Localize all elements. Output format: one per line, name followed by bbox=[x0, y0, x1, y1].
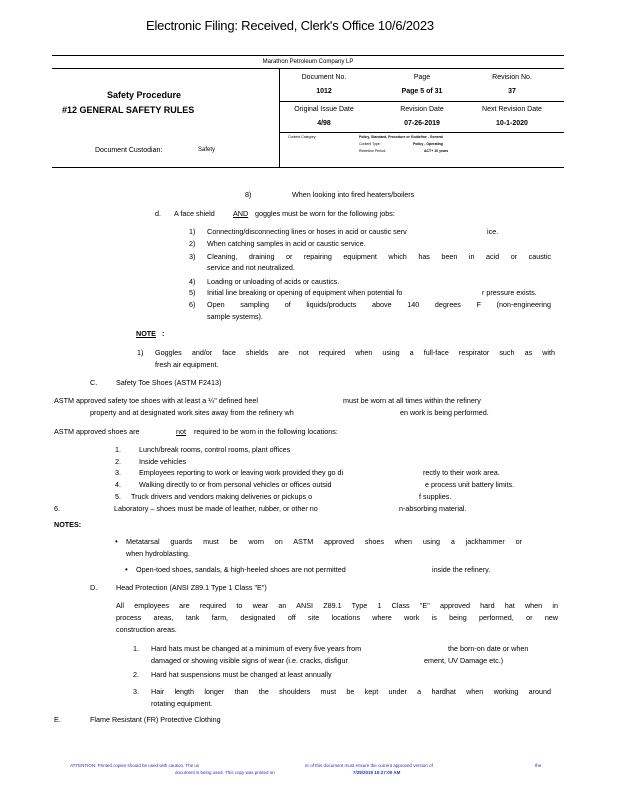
item-num: 8) bbox=[245, 190, 252, 199]
rev-no: 37 bbox=[508, 88, 516, 95]
footer-text: document is being used. This copy was printed on bbox=[175, 770, 275, 775]
procedure-name: #12 GENERAL SAFETY RULES bbox=[62, 105, 195, 115]
retention: ACT+ 10 years bbox=[424, 149, 449, 153]
head-item-tail: the born-on date or when bbox=[448, 644, 529, 653]
job-text: Open sampling of liquids/products above 140 degrees F (non-engineering bbox=[207, 300, 551, 309]
astm-not: not bbox=[176, 427, 186, 436]
location-text: Lunch/break rooms, control rooms, plant offices bbox=[139, 445, 291, 454]
head-item-cont: rotating equipment. bbox=[151, 699, 213, 708]
head-item-cont: damaged or showing visible signs of wear (i.e. cracks, disfigur bbox=[151, 656, 348, 665]
astm-not-pre: ASTM approved shoes are bbox=[54, 427, 140, 436]
head-para-line: process areas, tank farm, designated off site locations where work is being performed, or new bbox=[116, 613, 558, 622]
job-tail: r pressure exists. bbox=[482, 288, 537, 297]
note-text: Goggles and/or face shields are not required when using a full-face respirator such as with bbox=[155, 348, 555, 357]
bullet-icon: • bbox=[125, 565, 128, 574]
location-text: Walking directly to or from personal vehicles or offices outsid bbox=[139, 480, 332, 489]
head-item-text: Hair length longer than the shoulders must be kept under a hardhat when working around bbox=[151, 687, 551, 696]
head-item-num: 2. bbox=[133, 670, 139, 679]
procedure-type: Safety Procedure bbox=[107, 90, 182, 100]
bullet-icon: • bbox=[115, 537, 118, 546]
location-tail: n-absorbing material. bbox=[399, 504, 467, 513]
section-d-post: goggles must be worn for the following jobs: bbox=[255, 209, 395, 218]
job-num: 6) bbox=[189, 300, 196, 309]
location-num: 1. bbox=[115, 445, 121, 454]
head-item-text: Hard hat suspensions must be changed at least annually bbox=[151, 670, 332, 679]
next-rev-label: Next Revision Date bbox=[482, 106, 542, 113]
section-e-title: Flame Resistant (FR) Protective Clothing bbox=[90, 715, 221, 724]
bullet-cont: when hydroblasting. bbox=[126, 549, 190, 558]
footer-text: ATTENTION: Printed copies should be used with caution. The us bbox=[70, 763, 200, 768]
location-text: Truck drivers and vendors making deliveries or pickups o bbox=[131, 492, 313, 501]
location-num: 2. bbox=[115, 457, 121, 466]
section-c-title: Safety Toe Shoes (ASTM F2413) bbox=[116, 378, 222, 387]
note-num: 1) bbox=[137, 348, 144, 357]
doc-no-label: Document No. bbox=[301, 74, 347, 81]
head-item-num: 3. bbox=[133, 687, 139, 696]
astm-text: en work is being performed. bbox=[400, 408, 489, 417]
job-num: 2) bbox=[189, 239, 196, 248]
location-num: 3. bbox=[115, 468, 121, 477]
location-num: 4. bbox=[115, 480, 121, 489]
footer-text: the bbox=[535, 763, 542, 768]
note-colon: : bbox=[162, 329, 165, 338]
notes-label: NOTES: bbox=[54, 520, 82, 529]
astm-not-post: required to be worn in the following locations: bbox=[194, 427, 338, 436]
retention-label: Retention Period: bbox=[359, 149, 387, 153]
job-tail: ice. bbox=[487, 227, 499, 236]
head-para-line: construction areas. bbox=[116, 625, 177, 634]
note-label: NOTE bbox=[136, 329, 156, 338]
location-tail: e process unit battery limits. bbox=[425, 480, 515, 489]
footer-text: er of this document must ensure the current approved version of bbox=[305, 763, 433, 768]
head-item-num: 1. bbox=[133, 644, 139, 653]
job-num: 4) bbox=[189, 277, 196, 286]
content-type: Policy - Operating bbox=[413, 142, 443, 146]
content-type-label: Content Type: bbox=[359, 142, 381, 146]
next-rev: 10-1-2020 bbox=[496, 120, 528, 127]
rev-date-label: Revision Date bbox=[400, 106, 444, 113]
job-text: Cleaning, draining or repairing equipment which has been in acid or caustic bbox=[207, 252, 551, 261]
bullet-tail: inside the refinery. bbox=[432, 565, 491, 574]
job-num: 3) bbox=[189, 252, 196, 261]
location-text: Inside vehicles bbox=[139, 457, 187, 466]
doc-no: 1012 bbox=[316, 88, 332, 95]
job-text: When catching samples in acid or caustic service. bbox=[207, 239, 366, 248]
location-num: 6. bbox=[54, 504, 60, 513]
job-num: 5) bbox=[189, 288, 196, 297]
orig-issue-label: Original Issue Date bbox=[294, 106, 354, 113]
head-item-text: Hard hats must be changed at a minimum of every five years from bbox=[151, 644, 362, 653]
job-text: Loading or unloading of acids or caustics. bbox=[207, 277, 340, 286]
astm-text: ASTM approved safety toe shoes with at least a ¼" defined heel bbox=[54, 396, 258, 405]
section-c-label: C. bbox=[90, 378, 98, 387]
bullet-text: Metatarsal guards must be worn on ASTM approved shoes when using a jackhammer or bbox=[126, 537, 522, 546]
location-text: Employees reporting to work or leaving work provided they go di bbox=[139, 468, 344, 477]
job-num: 1) bbox=[189, 227, 196, 236]
astm-text: must be worn at all times within the refinery bbox=[343, 396, 481, 405]
head-item-cont-tail: ement, UV Damage etc.) bbox=[424, 656, 504, 665]
head-para-line: All employees are required to wear an ANSI Z89.1 Type 1 Class "E" approved hard hat when in bbox=[116, 601, 558, 610]
custodian: Safety bbox=[198, 147, 216, 153]
content-category-label: Content Category: bbox=[288, 135, 317, 139]
section-d2-label: D. bbox=[90, 583, 98, 592]
location-text: Laboratory – shoes must be made of leather, rubber, or other no bbox=[114, 504, 318, 513]
note-cont: fresh air equipment. bbox=[155, 360, 219, 369]
section-d2-title: Head Protection (ANSI Z89.1 Type 1 Class "E") bbox=[116, 583, 267, 592]
page-label: Page bbox=[413, 74, 431, 81]
footer-print-date: 7/29/2019 10:27:00 AM bbox=[353, 770, 401, 775]
location-tail: f supplies. bbox=[419, 492, 452, 501]
bullet-text: Open-toed shoes, sandals, & high-heeled shoes are not permitted bbox=[136, 565, 346, 574]
astm-text: property and at designated work sites away from the refinery wh bbox=[90, 408, 294, 417]
section-d-pre: A face shield bbox=[174, 209, 215, 218]
job-text: Connecting/disconnecting lines or hoses in acid or caustic serv bbox=[207, 227, 407, 236]
document-header bbox=[52, 55, 564, 168]
company-name: Marathon Petroleum Company LP bbox=[262, 59, 354, 65]
rev-no-label: Revision No. bbox=[492, 74, 532, 81]
job-text: Initial line breaking or opening of equipment when potential fo bbox=[207, 288, 403, 297]
content-category: Policy, Standard, Procedure or Guideline - General bbox=[359, 135, 443, 139]
job-cont: sample systems). bbox=[207, 312, 263, 321]
orig-issue: 4/98 bbox=[317, 120, 331, 127]
item-text: When looking into fired heaters/boilers bbox=[292, 190, 415, 199]
custodian-label: Document Custodian: bbox=[95, 147, 163, 154]
section-d-and: AND bbox=[233, 209, 249, 218]
filing-stamp: Electronic Filing: Received, Clerk's Office 10/6/2023 bbox=[146, 18, 434, 33]
section-d-label: d. bbox=[155, 209, 161, 218]
page-value: Page 5 of 31 bbox=[401, 88, 443, 95]
rev-date: 07-26-2019 bbox=[404, 120, 440, 127]
location-tail: rectly to their work area. bbox=[423, 468, 500, 477]
job-cont: service and not neutralized. bbox=[207, 263, 295, 272]
location-num: 5. bbox=[115, 492, 121, 501]
section-e-label: E. bbox=[54, 715, 61, 724]
